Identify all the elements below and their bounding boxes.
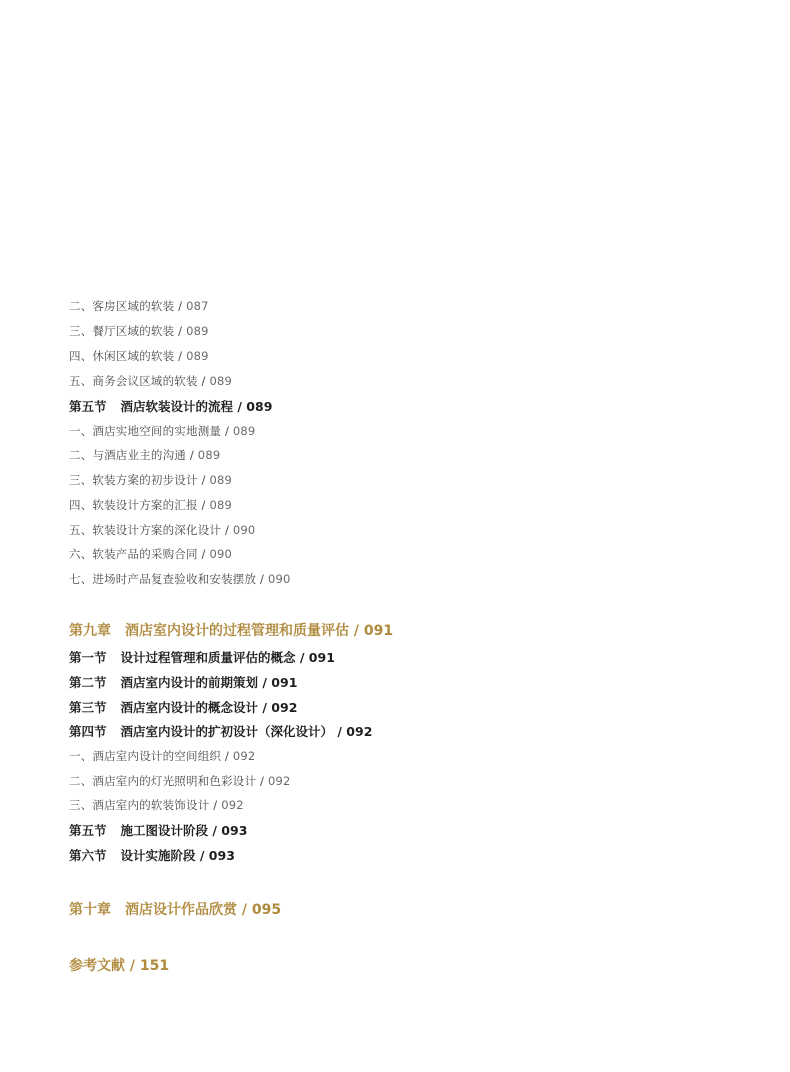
toc-chapter-text: 酒店室内设计的过程管理和质量评估 / [125, 623, 364, 639]
toc-entry-page: 092 [221, 798, 244, 812]
toc-section-text: 酒店室内设计的概念设计 / [120, 700, 272, 715]
toc-section-label: 第四节 [69, 724, 107, 739]
toc-entry-text: 一、酒店室内设计的空间组织 / [69, 749, 233, 763]
toc-entry [69, 450, 220, 462]
toc-chapter-label: 第十章 [69, 902, 111, 918]
toc-entry-text: 三、餐厅区域的软装 / [69, 324, 187, 338]
toc-references [69, 959, 169, 973]
toc-section-text: 设计过程管理和质量评估的概念 / [120, 650, 309, 665]
toc-entry [69, 376, 232, 388]
toc-entry [69, 326, 209, 338]
toc-section [69, 652, 335, 665]
toc-entry [69, 549, 232, 561]
toc-chapter-label: 第九章 [69, 623, 111, 639]
toc-section-page: 091 [308, 650, 335, 665]
toc-entry-text: 四、软装设计方案的汇报 / [69, 498, 210, 512]
toc-section-label: 第五节 [69, 399, 107, 414]
toc-section [69, 677, 297, 690]
toc-entry-page: 089 [186, 324, 209, 338]
toc-entry-page: 089 [186, 349, 209, 363]
toc-chapter-page: 091 [363, 623, 394, 639]
toc-section-label: 第三节 [69, 700, 107, 715]
toc-entry [69, 301, 209, 313]
toc-references-text: 参考文献 / [69, 958, 140, 974]
toc-section [69, 726, 372, 739]
toc-section [69, 702, 297, 715]
toc-chapter [69, 624, 393, 638]
toc-entry-page: 089 [232, 424, 256, 438]
toc-entry-page: 090 [232, 523, 256, 537]
toc-section-page: 089 [246, 399, 273, 414]
toc-section-text: 酒店室内设计的前期策划 / [120, 675, 272, 690]
toc-section-text: 设计实施阶段 / [120, 848, 209, 863]
toc-chapter-text: 酒店设计作品欣赏 / [125, 902, 252, 918]
toc-section-page: 093 [221, 823, 248, 838]
toc-chapter [69, 903, 281, 917]
toc-entry-text: 七、进场时产品复查验收和安装摆放 / [69, 572, 268, 586]
toc-entry-text: 一、酒店实地空间的实地测量 / [69, 424, 233, 438]
toc-entry-text: 四、休闲区域的软装 / [69, 349, 187, 363]
toc-entry-page: 089 [197, 448, 221, 462]
toc-section [69, 401, 272, 414]
toc-entry-page: 089 [209, 498, 233, 512]
toc-entry-text: 三、酒店室内的软装饰设计 / [69, 798, 222, 812]
toc-entry [69, 751, 255, 763]
toc-section-page: 092 [271, 700, 298, 715]
toc-entry [69, 351, 209, 363]
toc-entry-page: 087 [186, 299, 209, 313]
toc-entry-text: 二、酒店室内的灯光照明和色彩设计 / [69, 774, 268, 788]
toc-entry-text: 五、商务会议区域的软装 / [69, 374, 210, 388]
toc-section-page: 092 [346, 724, 373, 739]
toc-section-page: 091 [271, 675, 298, 690]
toc-entry-page: 092 [232, 749, 256, 763]
toc-entry [69, 500, 232, 512]
toc-chapter-page: 095 [251, 902, 282, 918]
toc-entry-text: 五、软装设计方案的深化设计 / [69, 523, 233, 537]
toc-entry [69, 574, 291, 586]
toc-section-text: 酒店室内设计的扩初设计（深化设计） / [120, 724, 347, 739]
toc-entry-page: 090 [267, 572, 291, 586]
toc-entry [69, 475, 232, 487]
toc-section-label: 第一节 [69, 650, 107, 665]
toc-entry-page: 090 [209, 547, 233, 561]
toc-section-page: 093 [208, 848, 235, 863]
toc-references-page: 151 [139, 958, 170, 974]
toc-section-label: 第六节 [69, 848, 107, 863]
toc-entry-page: 089 [209, 473, 233, 487]
toc-entry-page: 089 [209, 374, 233, 388]
toc-entry-text: 六、软装产品的采购合同 / [69, 547, 210, 561]
toc-section [69, 825, 247, 838]
toc-entry [69, 776, 291, 788]
toc-entry-page: 092 [267, 774, 291, 788]
toc-section-label: 第二节 [69, 675, 107, 690]
toc-entry-text: 二、与酒店业主的沟通 / [69, 448, 198, 462]
toc-section-text: 施工图设计阶段 / [120, 823, 222, 838]
toc-section [69, 850, 235, 863]
toc-section-label: 第五节 [69, 823, 107, 838]
toc-entry-text: 三、软装方案的初步设计 / [69, 473, 210, 487]
toc-section-text: 酒店软装设计的流程 / [120, 399, 247, 414]
toc-entry [69, 426, 255, 438]
toc-entry-text: 二、客房区域的软装 / [69, 299, 187, 313]
toc-entry [69, 525, 255, 537]
toc-entry [69, 800, 244, 812]
